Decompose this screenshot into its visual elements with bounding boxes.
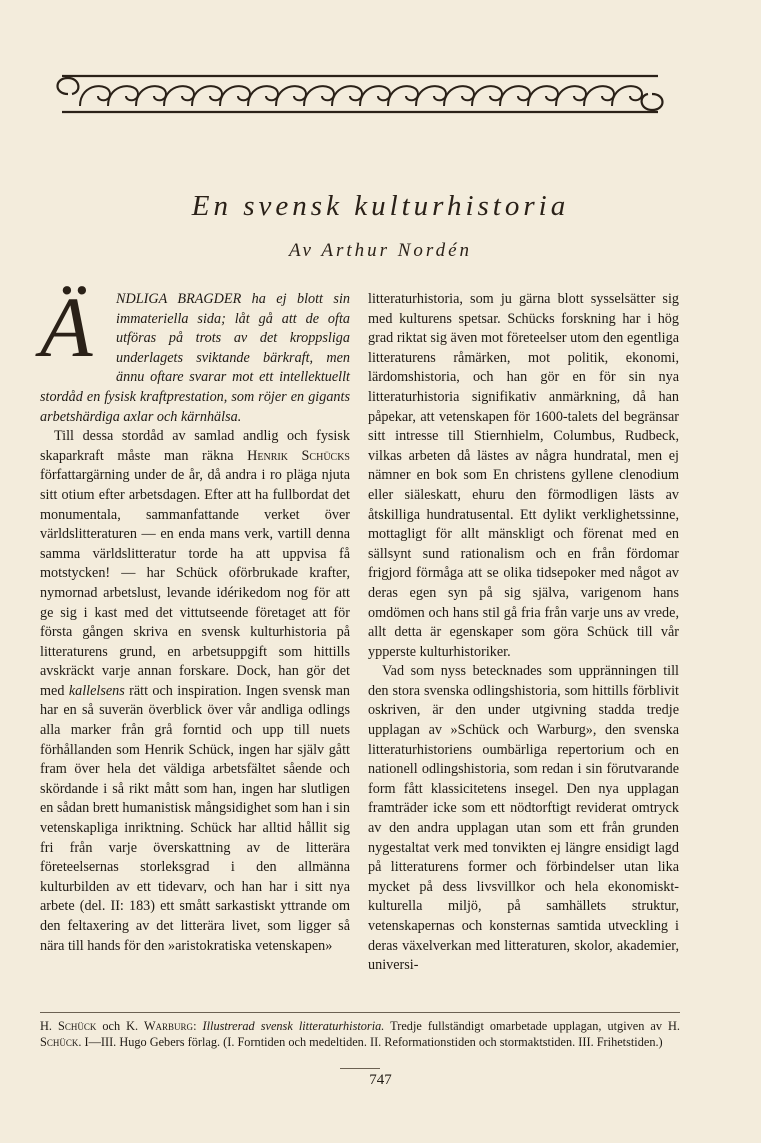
page-number-rule [340, 1068, 380, 1069]
article-title: En svensk kulturhistoria [191, 190, 570, 222]
decorative-scroll-border [50, 72, 670, 116]
text-column-right [368, 290, 679, 976]
paragraph: Vad som nyss betecknades som uppränningen till den stora svenska odlingshistoria, som hittills förblivit oskriven, är den under utgivning stadda tredje upplagan av »Schück och Warburg», den svenska litteraturhistoriens oumbärliga repertorium och en nationell odlingshistoria, som redan i sin förutvarande form fått klassicitetens insegel. Den nya upplagan framträder icke som ett nödtorftigt reviderat omtryck av den andra upplagan utan som ett från grunden nygestaltat verk med tonvikten ej längre ensidigt lagd på litteraturens former och förbindelser utan lika mycket på dess livsvillkor och hela ekonomiskt-kulturella miljö, på samhällets struktur, vetenskapernas och konsternas samtida utveckling i deras växelverkan med litteraturen, skolor, akademier, universi- [368, 663, 679, 974]
footnote-divider [40, 1012, 680, 1013]
book-title: Illustrerad svensk litteraturhistoria. [202, 1019, 385, 1033]
emphasis: kallelsens [68, 682, 125, 699]
paragraph: Till dessa stordåd av samlad andlig och fysisk skaparkraft måste man räkna Henrik Schücks författargärning under de år, då andra i ro pläga njuta sitt otium efter arbetsdagen. Efter att ha fullbordat det monumentala, sammanfattande verket över världslitteraturen — en enda mans verk, vartill denna samma världslitteratur torde ha att uppvisa få motstycken! — har Schück oförbrukade krafter, nymornad arbetslust, levande idérikedom nog för att ge sig i kast med det vittutseende företaget att för första gången skriva en svensk kulturhistoria på litteraturens grund, en arbetsuppgift som hittills avskräckt varje annan forskare. Dock, han gör det med kallelsens rätt och inspiration. Ingen svensk man har en så suverän överblick över vår andliga odlings alla marker från grå forntid och upp till nuets förhållanden som Henrik Schück, ingen har själv gått fram över hela det väldiga arbetsfältet sående och skördande i så rikt mått som han, ingen har slutligen en sådan brett humanistisk mångsidighet som han i sin vetenskapliga inriktning. Schück har alltid hållit sig fri från varje överskattning av de litterära företeelsernas storleksgrad i den allmänna kulturbilden av ett tidevarv, och han har i sitt nya arbete (del. II: 183) ett smått sarkastiskt yttrande om den feltaxering av det litterära livet, som ligger så nära till hands för den »aristokratiska vetenskapen» [40, 428, 350, 954]
drop-cap: Ä [40, 279, 93, 375]
paragraph: litteraturhistoria, som ju gärna blott sysselsätter sig med kulturens spetsar. Schücks forskning har i hög grad riktat sig även mot företeelser utom den egentliga litteraturens råmärken, mot politik, ekonomi, lärdomshistoria, och han gör en för sin nya litteraturhistoria signifikativ anmärkning, då han påpekar, att vetenskapen för 1600-talets del begränsar sitt intresse till Stiernhielm, Columbus, Rudbeck, vilkas arbeten då lästes av några hundratal, men ej nämner en bok som En christens gyllene clenodium eller siäleskatt, ehuru den förmodligen lästs av åtskilliga hundratusental. Ett dylikt verklighetssinne, mottagligt för allt mänskligt och förenat med en sällsynt sund rationalism och en från fördomar frigjord förmåga att se olika tidsepoker med något av deras egen syn på sig själva, varigenom hans omdömen och hans stil gå fria från varje uns av vrede, allt detta är egenskaper som göra Schück till vår ypperste kulturhistoriker. [368, 291, 679, 660]
footnote: H. Schück och K. Warburg: Illustrerad svensk litteraturhistoria. Tredje fullständigt omarbetade upplagan, utgiven av H. Schück. I—III. Hugo Gebers förlag. (I. Forntiden och medeltiden. II. Reformationstiden och stormaktstiden. III. Frihetstiden.) [40, 1019, 681, 1049]
text-column-left [40, 279, 350, 956]
page-number: 747 [369, 1072, 392, 1088]
author-name: Henrik Schücks [247, 447, 350, 464]
opening-text: NDLIGA BRAGDER ha ej blott sin immateriella sida; låt gå att de ofta utföras på trots av det kroppsliga underlagets sviktande bärkraft, men ännu oftare svarar mot ett intellektuellt stordåd en fysisk kraftprestation, som röjer en gigants arbetshärdiga axlar och kärnhälsa. [40, 291, 350, 425]
article-byline: Av Arthur Nordén [288, 240, 473, 261]
paragraph-opening [40, 279, 350, 427]
